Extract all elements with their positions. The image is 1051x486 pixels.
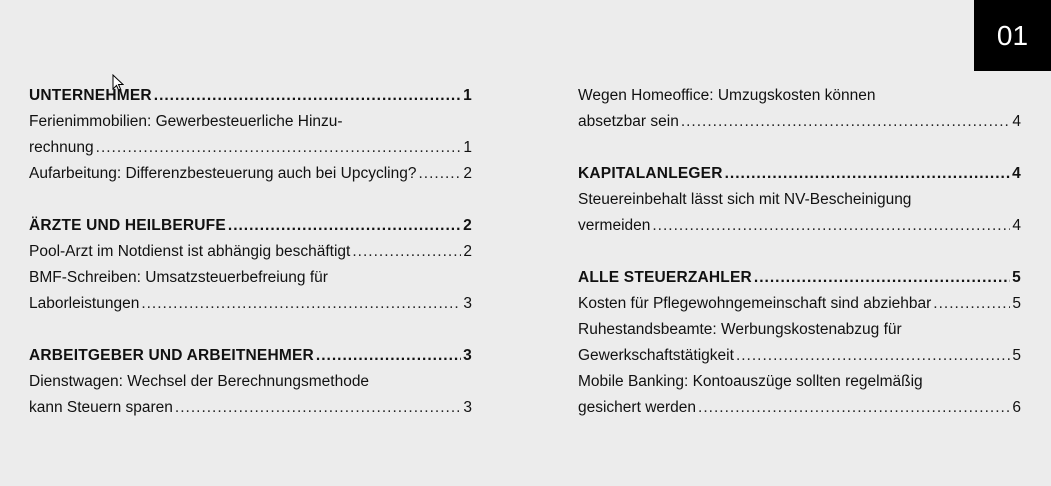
toc-right-column bbox=[578, 83, 1021, 421]
entry-text: absetzbar sein bbox=[578, 113, 679, 130]
entry-text: Laborleistungen bbox=[29, 295, 140, 312]
page-ref: 3 bbox=[463, 347, 472, 364]
dot-leader bbox=[754, 265, 1010, 291]
toc-entry-line[interactable] bbox=[578, 317, 1021, 343]
dot-leader bbox=[316, 343, 461, 369]
toc-entry-line[interactable] bbox=[29, 239, 472, 265]
toc-entry-line[interactable] bbox=[578, 395, 1021, 421]
dot-leader bbox=[681, 109, 1011, 135]
toc-section-heading[interactable] bbox=[29, 343, 472, 369]
toc-entry-line[interactable] bbox=[578, 291, 1021, 317]
toc-entry-line[interactable] bbox=[578, 213, 1021, 239]
toc-section-heading[interactable] bbox=[578, 161, 1021, 187]
entry-text: Ferienimmobilien: Gewerbesteuerliche Hinzu- bbox=[29, 113, 343, 130]
entry-text: gesichert werden bbox=[578, 399, 697, 416]
section-title: ÄRZTE UND HEILBERUFE bbox=[29, 217, 226, 234]
toc-entry-line[interactable] bbox=[578, 187, 1021, 213]
dot-leader bbox=[933, 291, 1010, 317]
page-ref: 1 bbox=[463, 87, 472, 104]
entry-text: Gewerkschaftstätigkeit bbox=[578, 347, 734, 364]
dot-leader bbox=[175, 395, 461, 421]
page-ref: 4 bbox=[1012, 165, 1021, 182]
toc-section-heading[interactable] bbox=[29, 83, 472, 109]
toc-entry-line[interactable] bbox=[578, 343, 1021, 369]
toc-entry-line[interactable] bbox=[29, 265, 472, 291]
dot-leader bbox=[228, 213, 461, 239]
dot-leader bbox=[698, 395, 1010, 421]
page-ref: 4 bbox=[1012, 217, 1021, 234]
page-ref: 1 bbox=[463, 139, 472, 156]
toc-entry-line[interactable] bbox=[29, 395, 472, 421]
toc-entry-line[interactable] bbox=[29, 109, 472, 135]
dot-leader bbox=[725, 161, 1011, 187]
dot-leader bbox=[418, 161, 461, 187]
page-ref: 2 bbox=[463, 243, 472, 260]
page-ref: 5 bbox=[1012, 347, 1021, 364]
page-number-badge: 01 bbox=[974, 0, 1051, 71]
entry-text: Wegen Homeoffice: Umzugskosten können bbox=[578, 87, 876, 104]
toc-entry-line[interactable] bbox=[578, 369, 1021, 395]
dot-leader bbox=[96, 135, 462, 161]
entry-text: kann Steuern sparen bbox=[29, 399, 173, 416]
page-ref: 2 bbox=[463, 217, 472, 234]
entry-text: Ruhestandsbeamte: Werbungskostenabzug für bbox=[578, 321, 902, 338]
toc-entry-line[interactable] bbox=[578, 83, 1021, 109]
toc-entry-line[interactable] bbox=[29, 161, 472, 187]
entry-text: Dienstwagen: Wechsel der Berechnungsmethode bbox=[29, 373, 370, 390]
section-title: KAPITALANLEGER bbox=[578, 165, 723, 182]
toc-section-heading[interactable] bbox=[578, 265, 1021, 291]
toc-section-heading[interactable] bbox=[29, 213, 472, 239]
entry-text: BMF-Schreiben: Umsatzsteuerbefreiung für bbox=[29, 269, 328, 286]
entry-text: Steuereinbehalt lässt sich mit NV-Bescheinigung bbox=[578, 191, 912, 208]
section-title: ARBEITGEBER UND ARBEITNEHMER bbox=[29, 347, 314, 364]
toc-entry-line[interactable] bbox=[29, 291, 472, 317]
dot-leader bbox=[652, 213, 1010, 239]
entry-text: rechnung bbox=[29, 139, 94, 156]
toc-entry-line[interactable] bbox=[29, 369, 472, 395]
page-ref: 4 bbox=[1012, 113, 1021, 130]
entry-text: Mobile Banking: Kontoauszüge sollten regelmäßig bbox=[578, 373, 923, 390]
dot-leader bbox=[154, 83, 461, 109]
entry-text: Pool-Arzt im Notdienst ist abhängig beschäftigt bbox=[29, 243, 351, 260]
toc-entry-line[interactable] bbox=[578, 109, 1021, 135]
section-title: ALLE STEUERZAHLER bbox=[578, 269, 752, 286]
entry-text: vermeiden bbox=[578, 217, 651, 234]
entry-text: Aufarbeitung: Differenzbesteuerung auch bei Upcycling? bbox=[29, 165, 417, 182]
dot-leader bbox=[352, 239, 461, 265]
entry-text: Kosten für Pflegewohngemeinschaft sind abziehbar bbox=[578, 295, 932, 312]
page-ref: 5 bbox=[1012, 269, 1021, 286]
toc-left-column bbox=[29, 83, 472, 421]
page-ref: 2 bbox=[463, 165, 472, 182]
section-title: UNTERNEHMER bbox=[29, 87, 152, 104]
page-ref: 3 bbox=[463, 295, 472, 312]
page-ref: 3 bbox=[463, 399, 472, 416]
toc-entry-line[interactable] bbox=[29, 135, 472, 161]
page-ref: 6 bbox=[1012, 399, 1021, 416]
page-ref: 5 bbox=[1012, 295, 1021, 312]
dot-leader bbox=[141, 291, 461, 317]
dot-leader bbox=[736, 343, 1010, 369]
